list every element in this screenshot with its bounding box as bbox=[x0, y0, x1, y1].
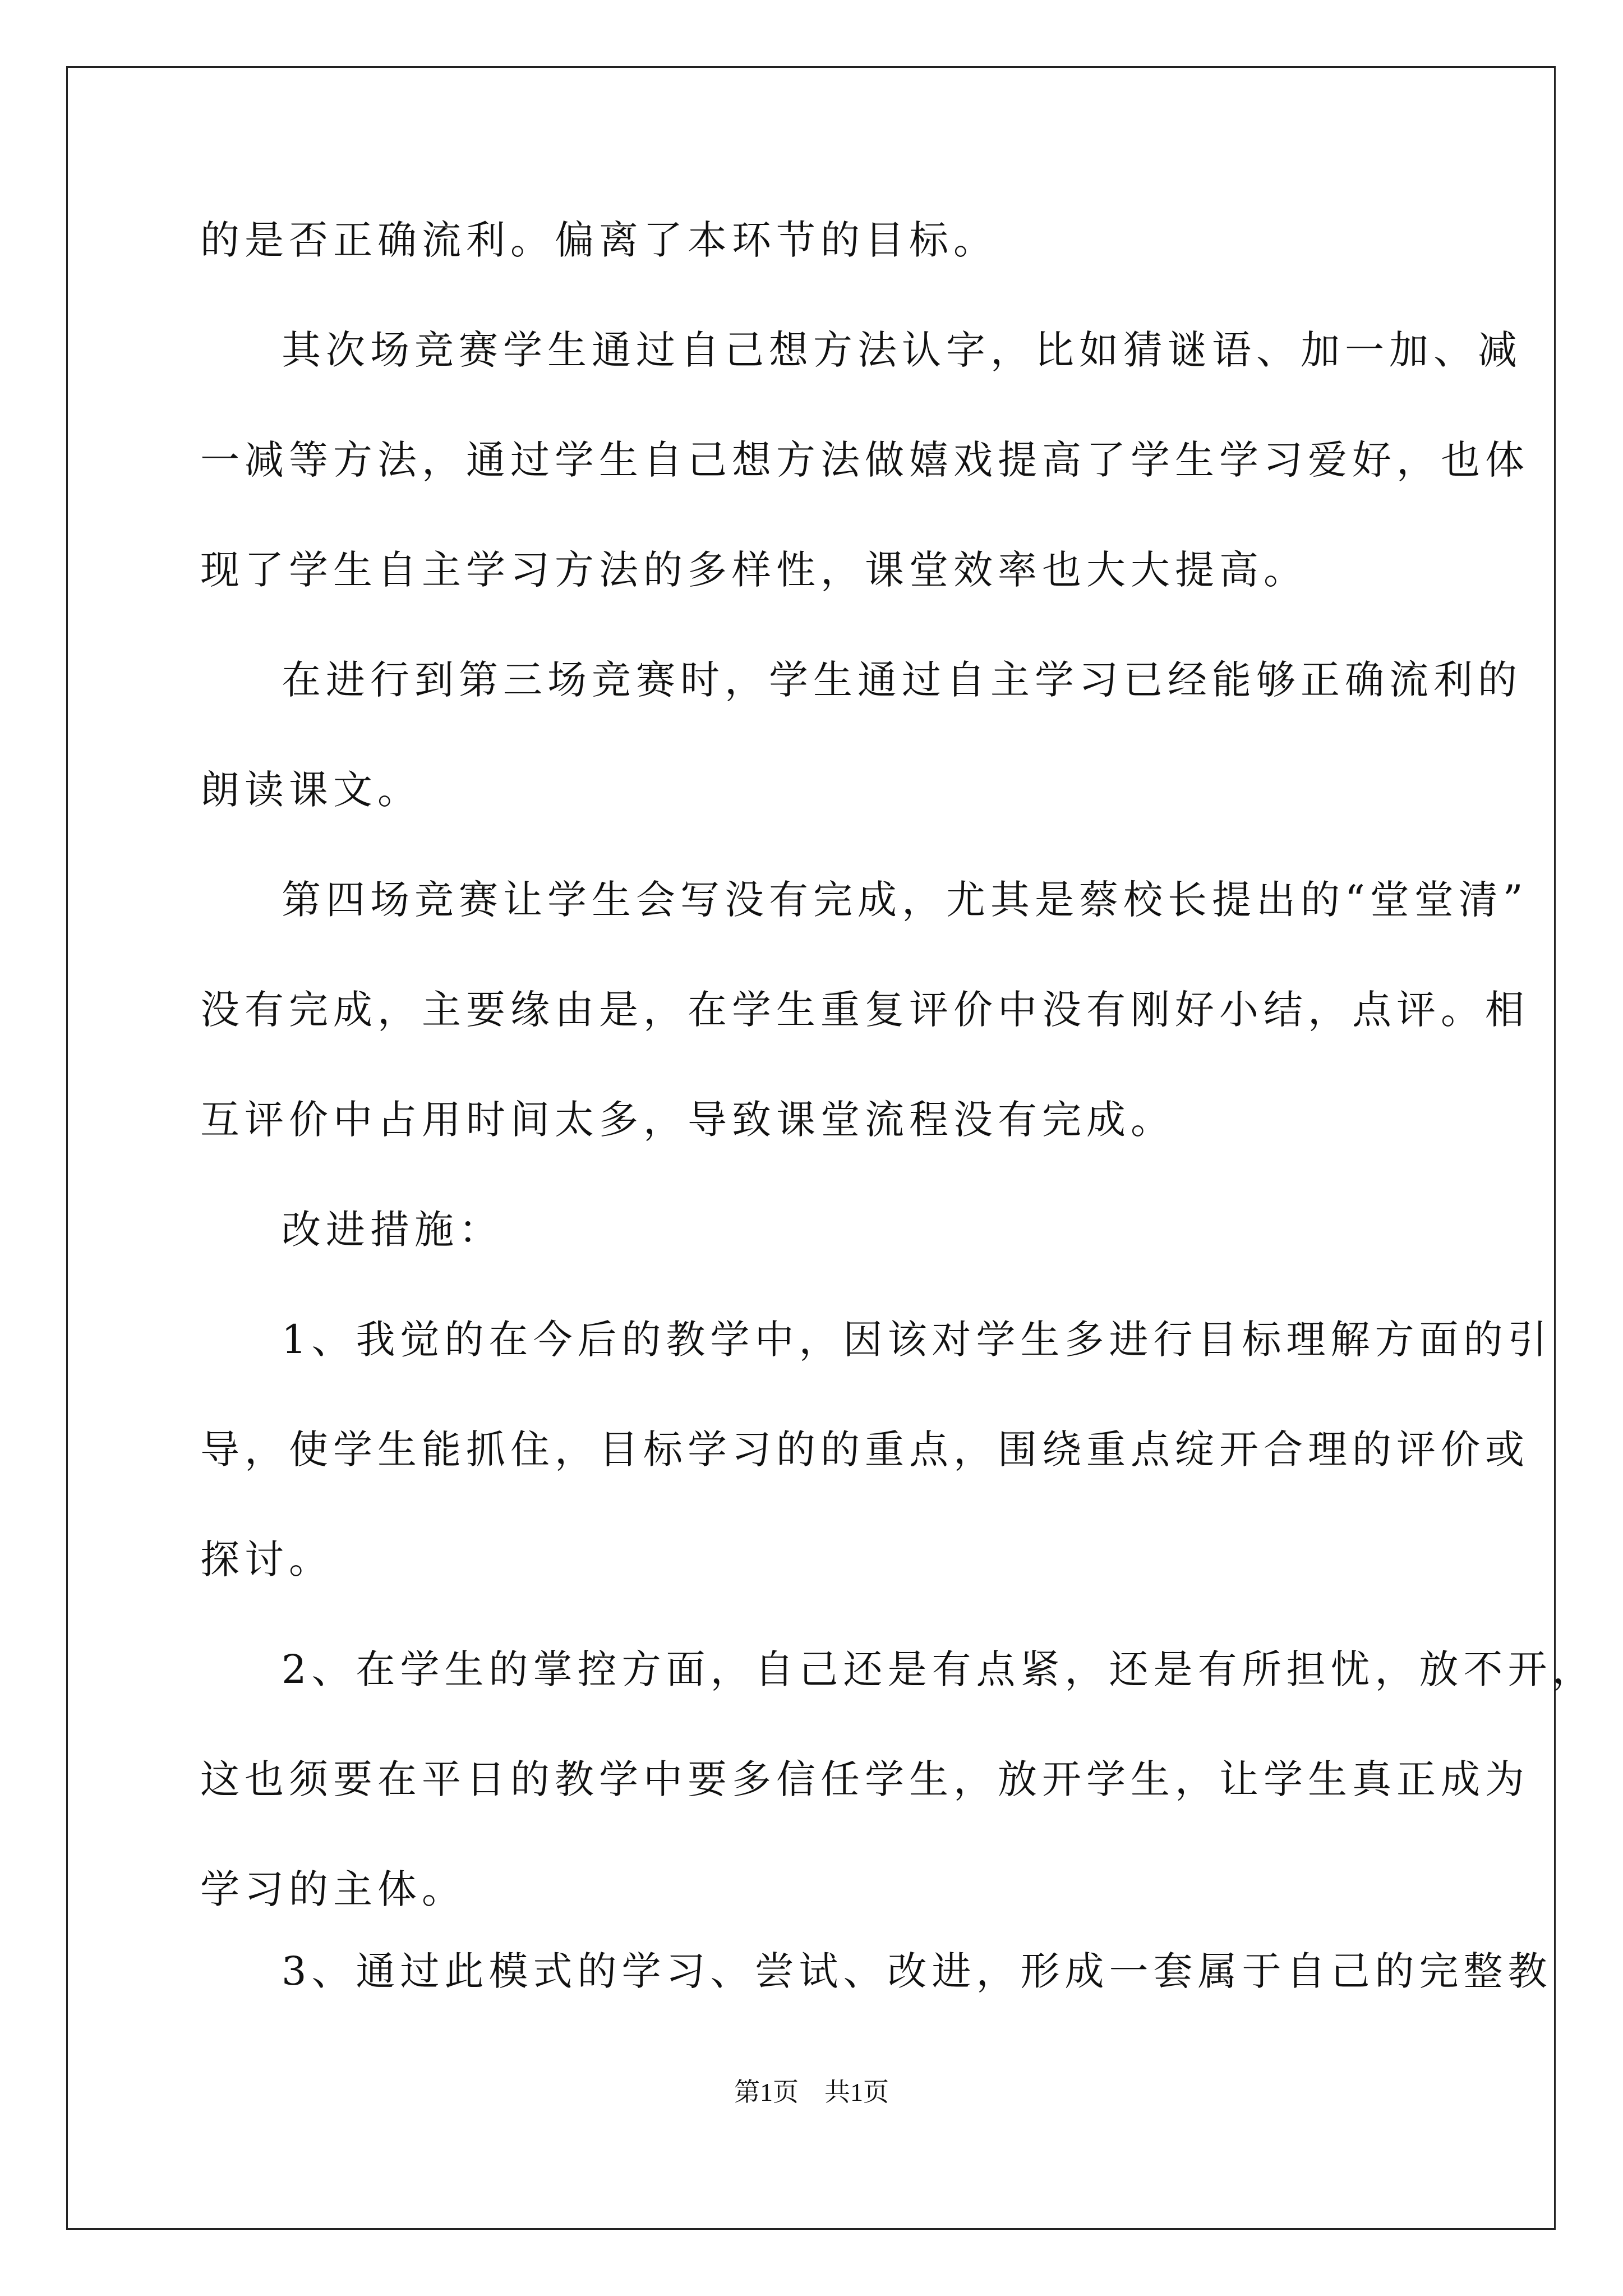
text-line: 没有完成，主要缘由是，在学生重复评价中没有刚好小结，点评。相 bbox=[200, 987, 1529, 1033]
text-line: 1、我觉的在今后的教学中，因该对学生多进行目标理解方面的引 bbox=[282, 1317, 1552, 1363]
text-line: 导，使学生能抓住，目标学习的的重点，围绕重点绽开合理的评价或 bbox=[200, 1427, 1529, 1473]
text-line: 一减等方法，通过学生自己想方法做嬉戏提高了学生学习爱好，也体 bbox=[200, 437, 1529, 483]
text-line: 其次场竞赛学生通过自己想方法认字，比如猜谜语、加一加、减 bbox=[282, 327, 1522, 373]
text-line: 在进行到第三场竞赛时，学生通过自主学习已经能够正确流利的 bbox=[282, 657, 1522, 703]
text-line: 3、通过此模式的学习、尝试、改进，形成一套属于自己的完整教 bbox=[282, 1948, 1552, 1994]
text-line: 互评价中占用时间太多，导致课堂流程没有完成。 bbox=[200, 1097, 1175, 1143]
text-line: 探讨。 bbox=[200, 1536, 333, 1582]
text-line: 朗读课文。 bbox=[200, 767, 422, 813]
text-line: 2、在学生的掌控方面，自己还是有点紧，还是有所担忧，放不开， bbox=[282, 1646, 1597, 1692]
text-line: 的是否正确流利。偏离了本环节的目标。 bbox=[200, 217, 998, 263]
text-line: 学习的主体。 bbox=[200, 1866, 466, 1912]
text-line: 这也须要在平日的教学中要多信任学生，放开学生，让学生真正成为 bbox=[200, 1756, 1529, 1802]
text-line: 改进措施： bbox=[282, 1207, 503, 1253]
text-line: 第四场竞赛让学生会写没有完成，尤其是蔡校长提出的“堂堂清” bbox=[282, 877, 1528, 923]
text-line: 现了学生自主学习方法的多样性，课堂效率也大大提高。 bbox=[200, 547, 1308, 593]
page-number: 第1页 共1页 bbox=[734, 2078, 889, 2106]
